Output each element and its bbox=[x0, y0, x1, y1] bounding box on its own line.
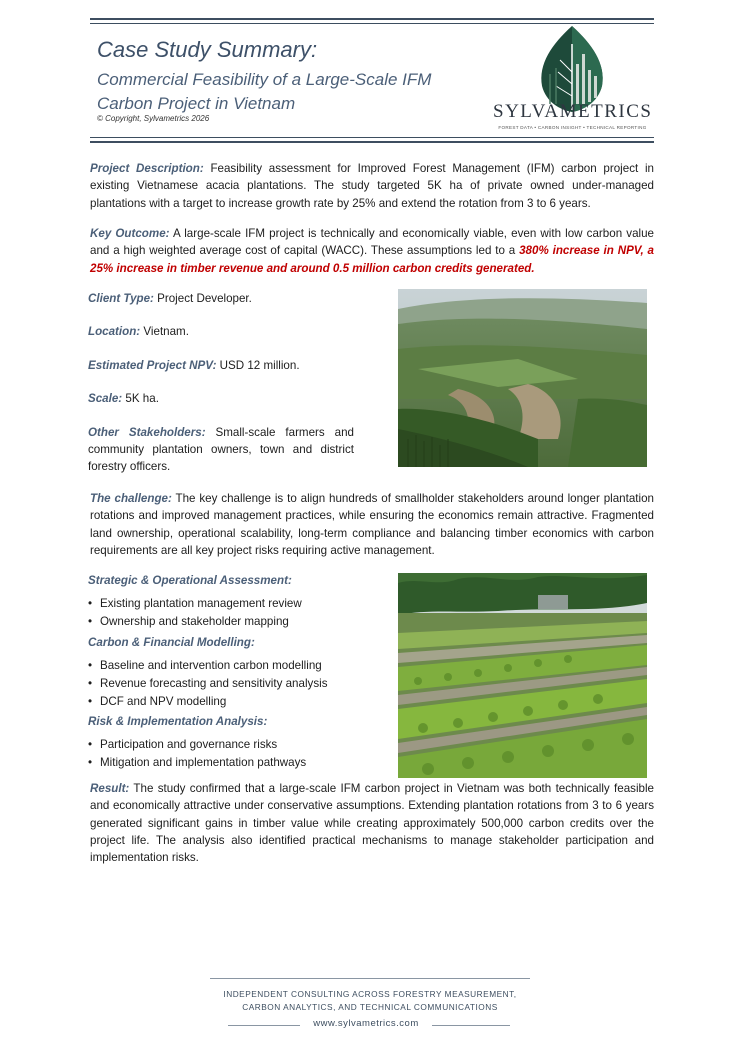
plantation-landscape-photo bbox=[398, 289, 647, 467]
scale: Scale: 5K ha. bbox=[88, 392, 159, 405]
footer-left-rule bbox=[228, 1025, 300, 1026]
footer-tagline: INDEPENDENT CONSULTING ACROSS FORESTRY MEASUREMENT, CARBON ANALYTICS, AND TECHNICAL COMMUNICATIONS bbox=[223, 989, 517, 1012]
bullet-list-carbon bbox=[88, 657, 328, 711]
section-heading-strategic: Strategic & Operational Assessment: bbox=[88, 574, 292, 587]
list-item: • Participation and governance risks bbox=[88, 736, 306, 754]
bullet-list-strategic bbox=[88, 595, 302, 631]
footer-right-rule bbox=[432, 1025, 510, 1026]
page-title: Case Study Summary: bbox=[97, 37, 318, 62]
list-item: • Mitigation and implementation pathways bbox=[88, 754, 306, 772]
list-item: • Existing plantation management review bbox=[88, 595, 302, 613]
section-heading-risk: Risk & Implementation Analysis: bbox=[88, 715, 268, 728]
copyright: © Copyright, Sylvametrics 2026 bbox=[97, 114, 210, 123]
the-challenge: The challenge: The key challenge is to align hundreds of smallholder stakeholders around longer plantation rotations and improved management practices, while ensuring the economics remain attractive. Fragmented land ownership, operational scalability, long-term compliance and balancing timber economics with carbon requirements are all key project risks requiring active management. bbox=[90, 492, 654, 557]
list-item: • DCF and NPV modelling bbox=[88, 693, 328, 711]
nursery-seedlings-photo bbox=[398, 573, 647, 778]
logo-wordmark: SYLVAMETRICS bbox=[493, 101, 653, 122]
list-item: • Ownership and stakeholder mapping bbox=[88, 613, 302, 631]
result: Result: The study confirmed that a large-scale IFM carbon project in Vietnam was both technically feasible and economically attractive under conservative assumptions. Extending plantation rotations from 3 to 6 years generated significant gains in timber value while creating approximately 500,000 carbon credits over the project life. The analysis also identified practical mechanisms to manage stakeholder participation and implementation risks. bbox=[90, 782, 654, 865]
project-description: Project Description: Feasibility assessment for Improved Forest Management (IFM) carbon project in existing Vietnamese acacia plantations. The study targeted 5K ha of private owned under-managed plantations with a target to increase growth rate by 25% and extend the rotation from 3 to 6 years. bbox=[90, 162, 654, 210]
header-bottom-rule bbox=[90, 141, 654, 143]
bullet-list-risk bbox=[88, 736, 306, 772]
page-subtitle: Commercial Feasibility of a Large-Scale IFM Carbon Project in Vietnam bbox=[97, 70, 432, 113]
logo-tagline: FOREST DATA • CARBON INSIGHT • TECHNICAL REPORTING bbox=[498, 125, 647, 130]
estimated-npv: Estimated Project NPV: USD 12 million. bbox=[88, 359, 300, 372]
list-item: • Baseline and intervention carbon modelling bbox=[88, 657, 328, 675]
client-type: Client Type: Project Developer. bbox=[88, 292, 252, 305]
header-top-rule bbox=[90, 18, 654, 20]
footer-website-link[interactable]: www.sylvametrics.com bbox=[313, 1018, 419, 1029]
header-bottom-rule-thin bbox=[90, 137, 654, 138]
section-heading-carbon: Carbon & Financial Modelling: bbox=[88, 636, 255, 649]
list-item: • Revenue forecasting and sensitivity analysis bbox=[88, 675, 328, 693]
location: Location: Vietnam. bbox=[88, 325, 189, 338]
other-stakeholders: Other Stakeholders: Small-scale farmers and community plantation owners, town and district forestry officers. bbox=[88, 426, 354, 473]
footer-top-rule bbox=[210, 978, 530, 979]
key-outcome: Key Outcome: A large-scale IFM project is technically and economically viable, even with low carbon value and a high weighted average cost of capital (WACC). These assumptions led to a 380% increase in NPV, a 25% increase in timber revenue and around 0.5 million carbon credits generated. bbox=[90, 227, 654, 275]
